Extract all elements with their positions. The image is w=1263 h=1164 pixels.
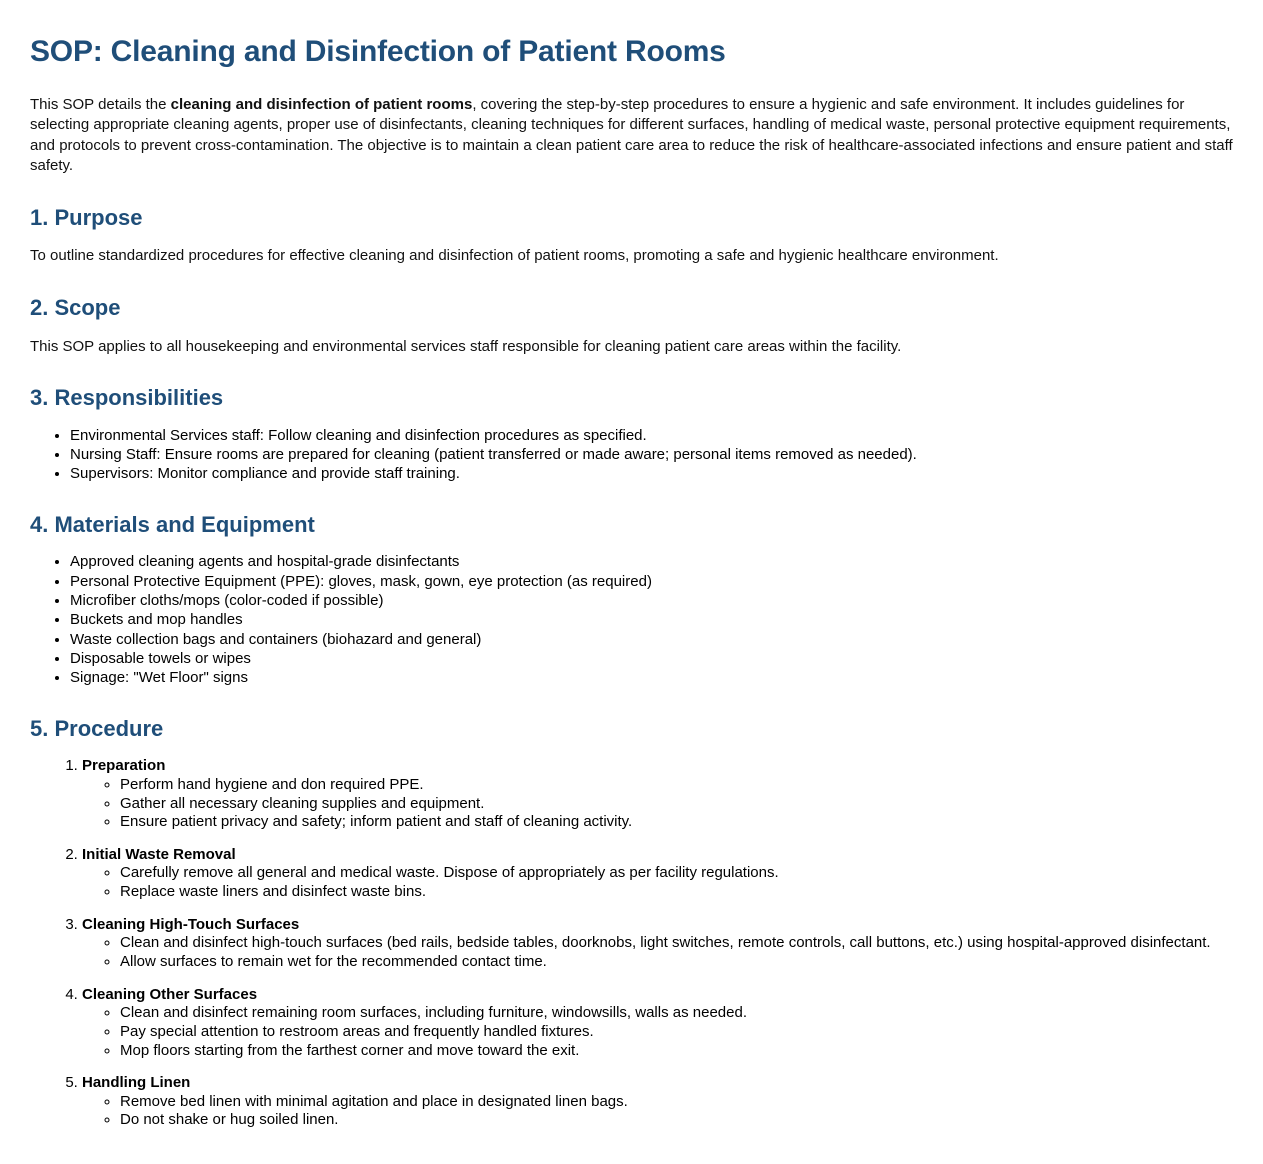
list-item: • Environmental Services staff: Follow cleaning and disinfection procedures as specified.: [70, 427, 1233, 445]
procedure-step: [82, 1074, 1233, 1130]
step-title: Initial Waste Removal: [82, 845, 236, 863]
substep-list: [82, 934, 1233, 971]
section-heading-purpose: 1. Purpose: [30, 204, 143, 230]
materials-list: [30, 553, 1233, 687]
substep-item: ◦ Remove bed linen with minimal agitation and place in designated linen bags.: [120, 1093, 1233, 1112]
intro-text-after: , covering the step-by-step procedures to ensure a hygienic and safe environment. It includes guidelines for selecting appropriate cleaning agents, proper use of disinfectants, cleaning techniques for different surfaces, handling of medical waste, personal protective equipment requirements, and protocols to prevent cross-contamination. The objective is to maintain a clean patient care area to reduce the risk of healthcare-associated infections and ensure patient and staff safety.: [30, 95, 1233, 175]
section-heading-responsibilities: 3. Responsibilities: [30, 385, 224, 411]
substep-item: ◦ Perform hand hygiene and don required PPE.: [120, 776, 1233, 795]
substep-item: ◦ Gather all necessary cleaning supplies and equipment.: [120, 795, 1233, 814]
substep-item: ◦ Pay special attention to restroom areas and frequently handled fixtures.: [120, 1023, 1233, 1042]
step-title: Preparation: [82, 757, 166, 775]
step-title: Cleaning Other Surfaces: [82, 985, 258, 1003]
substep-item: ◦ Carefully remove all general and medical waste. Dispose of appropriately as per facility regulations.: [120, 864, 1233, 883]
substep-list: [82, 776, 1233, 832]
substep-list: [82, 864, 1233, 901]
section-heading-procedure: 5. Procedure: [30, 715, 164, 741]
substep-item: ◦ Ensure patient privacy and safety; inform patient and staff of cleaning activity.: [120, 813, 1233, 832]
intro-text-bold: cleaning and disinfection of patient rooms: [170, 95, 473, 113]
substep-item: ◦ Mop floors starting from the farthest corner and move toward the exit.: [120, 1042, 1233, 1061]
substep-item: ◦ Allow surfaces to remain wet for the recommended contact time.: [120, 953, 1233, 972]
substep-list: [82, 1093, 1233, 1130]
procedure-step: [82, 846, 1233, 902]
procedure-step: [82, 916, 1233, 972]
list-item: • Disposable towels or wipes: [70, 650, 1233, 668]
list-item: • Personal Protective Equipment (PPE): gloves, mask, gown, eye protection (as required): [70, 573, 1233, 591]
section-heading-materials: 4. Materials and Equipment: [30, 511, 315, 537]
intro-text-before: This SOP details the: [30, 95, 171, 113]
list-item: • Microfiber cloths/mops (color-coded if possible): [70, 592, 1233, 610]
section-heading-scope: 2. Scope: [30, 294, 121, 320]
page-title: SOP: Cleaning and Disinfection of Patient Rooms: [30, 35, 726, 68]
step-title: Handling Linen: [82, 1074, 191, 1092]
substep-item: ◦ Clean and disinfect remaining room surfaces, including furniture, windowsills, walls as needed.: [120, 1004, 1233, 1023]
responsibilities-list: [30, 427, 1233, 484]
procedure-step: [82, 757, 1233, 832]
intro-paragraph: [30, 95, 1233, 177]
list-item: • Supervisors: Monitor compliance and provide staff training.: [70, 465, 1233, 483]
list-item: • Nursing Staff: Ensure rooms are prepared for cleaning (patient transferred or made aware; personal items removed as needed).: [70, 446, 1233, 464]
section-text-scope: This SOP applies to all housekeeping and environmental services staff responsible for cleaning patient care areas within the facility.: [30, 337, 902, 355]
substep-item: ◦ Replace waste liners and disinfect waste bins.: [120, 883, 1233, 902]
procedure-step: [82, 986, 1233, 1061]
list-item: • Waste collection bags and containers (biohazard and general): [70, 631, 1233, 649]
substep-item: ◦ Do not shake or hug soiled linen.: [120, 1111, 1233, 1130]
list-item: • Buckets and mop handles: [70, 611, 1233, 629]
step-title: Cleaning High-Touch Surfaces: [82, 915, 300, 933]
section-text-purpose: To outline standardized procedures for effective cleaning and disinfection of patient rooms, promoting a safe and hygienic healthcare environment.: [30, 247, 999, 265]
list-item: • Approved cleaning agents and hospital-grade disinfectants: [70, 553, 1233, 571]
procedure-list: [30, 757, 1233, 1130]
substep-list: [82, 1004, 1233, 1060]
substep-item: ◦ Clean and disinfect high-touch surfaces (bed rails, bedside tables, doorknobs, light switches, remote controls, call buttons, etc.) using hospital-approved disinfectant.: [120, 934, 1233, 953]
list-item: • Signage: "Wet Floor" signs: [70, 669, 1233, 687]
